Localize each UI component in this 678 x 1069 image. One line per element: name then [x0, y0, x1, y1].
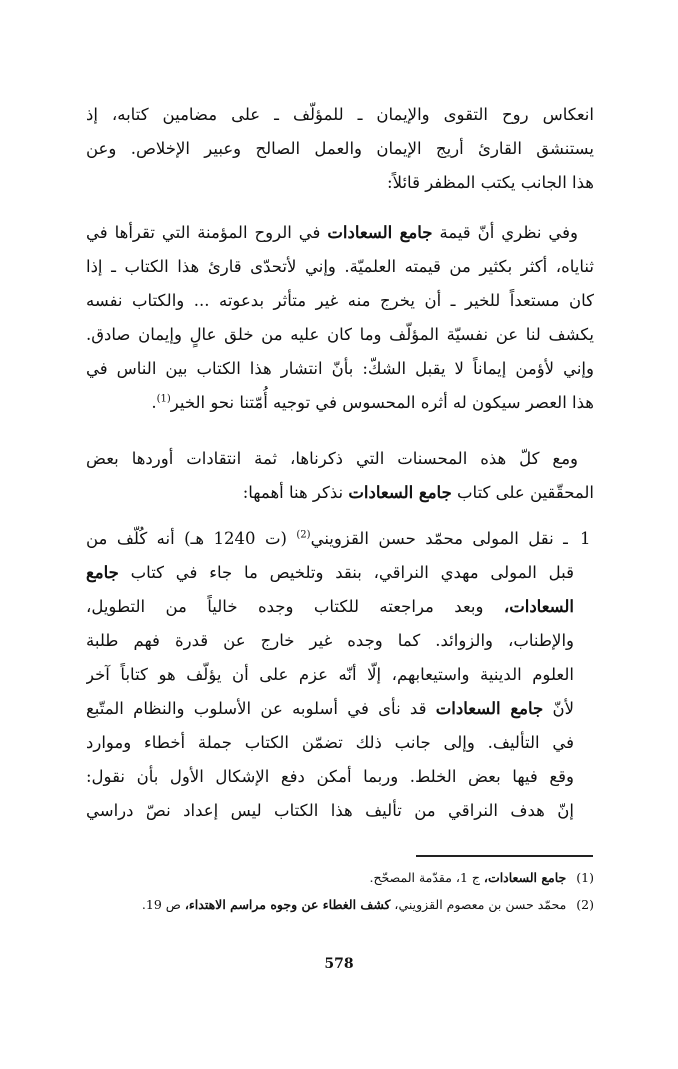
book-title-inline: جامع	[86, 563, 119, 582]
footnote-title: كشف الغطاء عن وجوه مراسم الاهتداء،	[184, 897, 391, 912]
list-number: 1	[580, 529, 591, 548]
footnote: (2)محمّد حسن بن معصوم القزويني، كشف الغطاء عن وجوه مراسم الاهتداء، ص 19.	[86, 893, 594, 917]
footnote: (1)جامع السعادات، ج 1، مقدّمة المصحّح.	[86, 866, 594, 890]
footnote-marker: (1)	[576, 870, 594, 885]
body-line: وفي نظري أنّ قيمة جامع السعادات في الروح المؤمنة التي تقرأها في	[86, 223, 578, 242]
body-line: كان مستعداً للخير ـ أن يخرج منه غير متأثر بدعوته ... والكتاب نفسه	[86, 291, 594, 310]
book-title-inline: السعادات،	[503, 597, 574, 616]
list-item-line: قبل المولى مهدي النراقي، بنقد وتلخيص ما جاء في كتاب جامع	[86, 563, 574, 582]
body-line: ومع كلّ هذه المحسنات التي ذكرناها، ثمة انتقادات أوردها بعض	[86, 449, 578, 468]
body-line: هذا العصر سيكون له أثره المحسوس في توجيه أُمّتنا نحو الخير$^{(1)}$.	[151, 393, 594, 412]
body-line: ثناياه، أكثر بكثير من قيمته العلميّة. وإني لأتحدّى قارئ هذا الكتاب ـ إذا	[86, 257, 594, 276]
footnote-separator	[416, 855, 593, 857]
footnote-title: جامع السعادات،	[483, 870, 567, 885]
list-item-line: العلوم الدينية واستيعابهم، إلّا أنّه عزم على أن يؤلّف هو كتاباً آخر	[86, 665, 574, 684]
book-title-inline: جامع السعادات	[435, 699, 544, 718]
list-item-line: في التأليف. وإلى جانب ذلك تضمّن الكتاب جملة أخطاء وموارد	[86, 733, 574, 752]
list-item-line: وقع فيها بعض الخلط. وربما أمكن دفع الإشكال الأول بأن نقول:	[86, 767, 574, 786]
page-number: 578	[324, 956, 354, 972]
footnote-ref[interactable]: (2)	[296, 529, 311, 541]
book-title-inline: جامع السعادات	[348, 483, 452, 502]
body-line: وإني لأؤمن إيماناً لا يقبل الشكّ: بأنّ انتشار هذا الكتاب بين الناس في	[86, 359, 594, 378]
list-item-line: ـ نقل المولى محمّد حسن القزويني$^{(2)}$ (ت 1240 هـ) أنه كُلّف من	[86, 529, 568, 548]
body-line: يستنشق القارئ أريج الإيمان والعمل الصالح وعبير الإخلاص. وعن	[86, 139, 594, 158]
list-item-line: لأنّ جامع السعادات قد نأى في أسلوبه عن الأسلوب والنظام المتّبع	[86, 699, 574, 718]
footnote-marker: (2)	[576, 897, 594, 912]
body-line: يكشف لنا عن نفسيّة المؤلّف وما كان عليه من خلق عالٍ وإيمان صادق.	[86, 325, 594, 344]
footnote-ref[interactable]: (1)	[156, 393, 171, 405]
body-line: هذا الجانب يكتب المظفر قائلاً:	[387, 173, 594, 192]
list-item-line: والإطناب، والزوائد. كما وجده غير خارج عن قدرة فهم طلبة	[86, 631, 574, 650]
list-item-line: إنّ هدف النراقي من تأليف هذا الكتاب ليس إعداد نصّ دراسي	[86, 801, 574, 820]
book-title-inline: جامع السعادات	[327, 223, 433, 242]
body-line: المحقّقين على كتاب جامع السعادات نذكر هنا أهمها:	[242, 483, 594, 502]
body-line: انعكاس روح التقوى والإيمان ـ للمؤلّف ـ على مضامين كتابه، إذ	[86, 105, 594, 124]
list-item-line: السعادات، وبعد مراجعته للكتاب وجده خالياً من التطويل،	[86, 597, 574, 616]
